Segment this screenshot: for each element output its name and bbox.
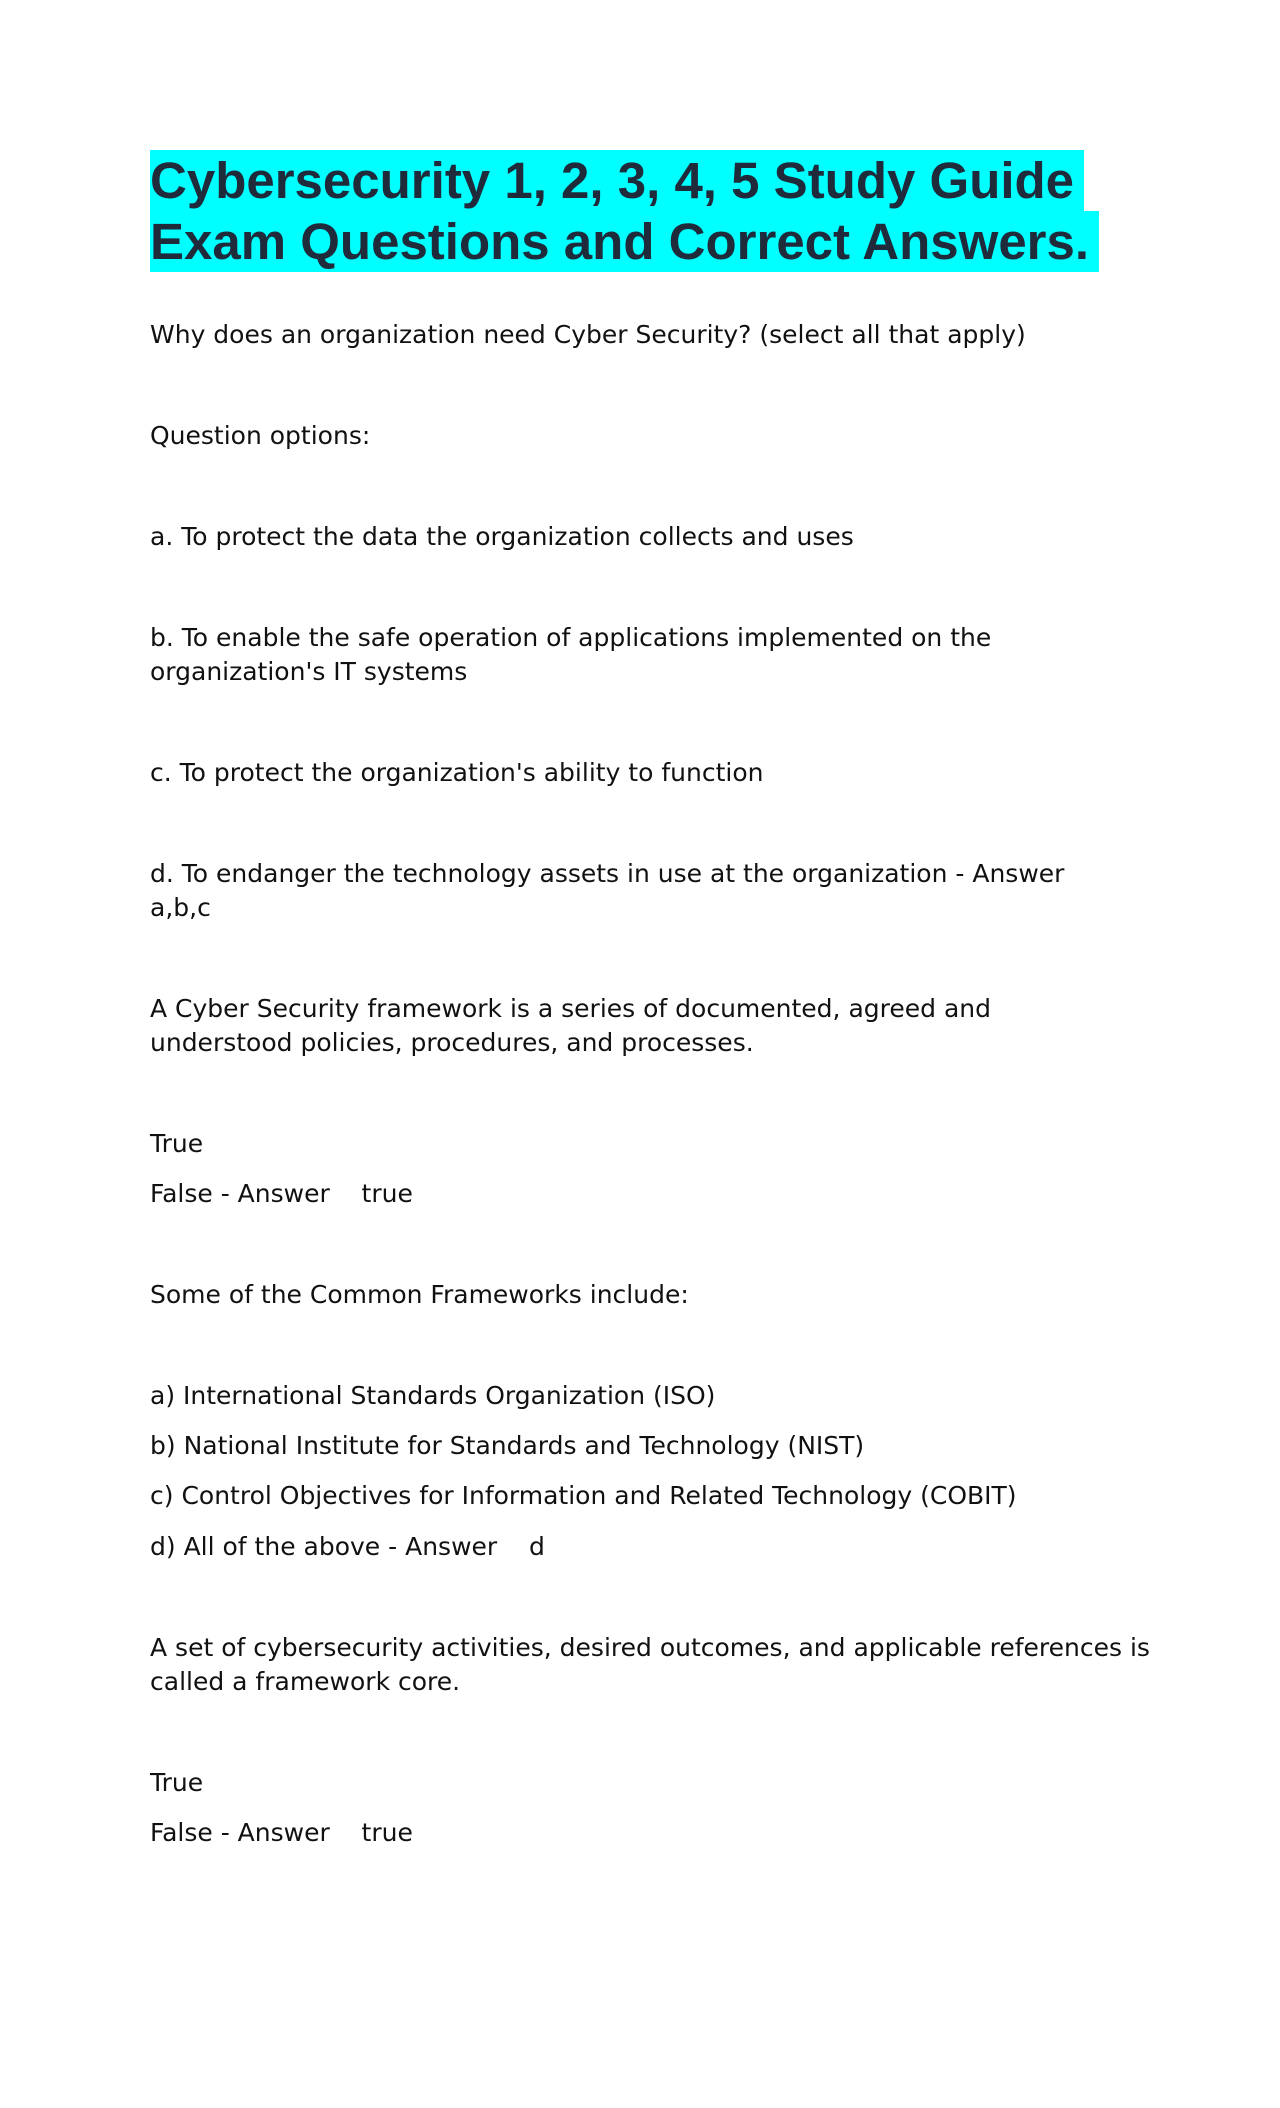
question-1-option-d-answer: d. To endanger the technology assets in use at the organization - Answer a,b,c	[150, 859, 1073, 922]
question-1-option-a: a. To protect the data the organization collects and uses	[150, 522, 854, 551]
document-page	[150, 150, 1150, 272]
question-1-prompt: Why does an organization need Cyber Security? (select all that apply)	[150, 320, 1026, 349]
title-line-2: Exam Questions and Correct Answers.	[150, 211, 1099, 272]
title-line-1: Cybersecurity 1, 2, 3, 4, 5 Study Guide	[150, 150, 1084, 211]
document-title	[150, 150, 1150, 272]
question-4-option-true: True	[150, 1768, 204, 1797]
question-3-option-b: b) National Institute for Standards and Technology (NIST)	[150, 1431, 865, 1460]
question-3-prompt: Some of the Common Frameworks include:	[150, 1280, 689, 1309]
question-3-answer: d) All of the above - Answer d	[150, 1532, 545, 1561]
question-2-prompt: A Cyber Security framework is a series of documented, agreed and understood policies, procedures, and processes.	[150, 994, 999, 1057]
question-1-option-c: c. To protect the organization's ability to function	[150, 758, 764, 787]
question-2-answer: False - Answer true	[150, 1179, 413, 1208]
question-3-option-a: a) International Standards Organization (ISO)	[150, 1381, 716, 1410]
question-4-answer: False - Answer true	[150, 1818, 413, 1847]
question-4-prompt: A set of cybersecurity activities, desired outcomes, and applicable references is called a framework core.	[150, 1633, 1158, 1696]
question-3-option-c: c) Control Objectives for Information and Related Technology (COBIT)	[150, 1481, 1017, 1510]
question-1-option-b: b. To enable the safe operation of applications implemented on the organization's IT systems	[150, 623, 1000, 686]
question-2-option-true: True	[150, 1129, 204, 1158]
question-1-options-label: Question options:	[150, 421, 371, 450]
